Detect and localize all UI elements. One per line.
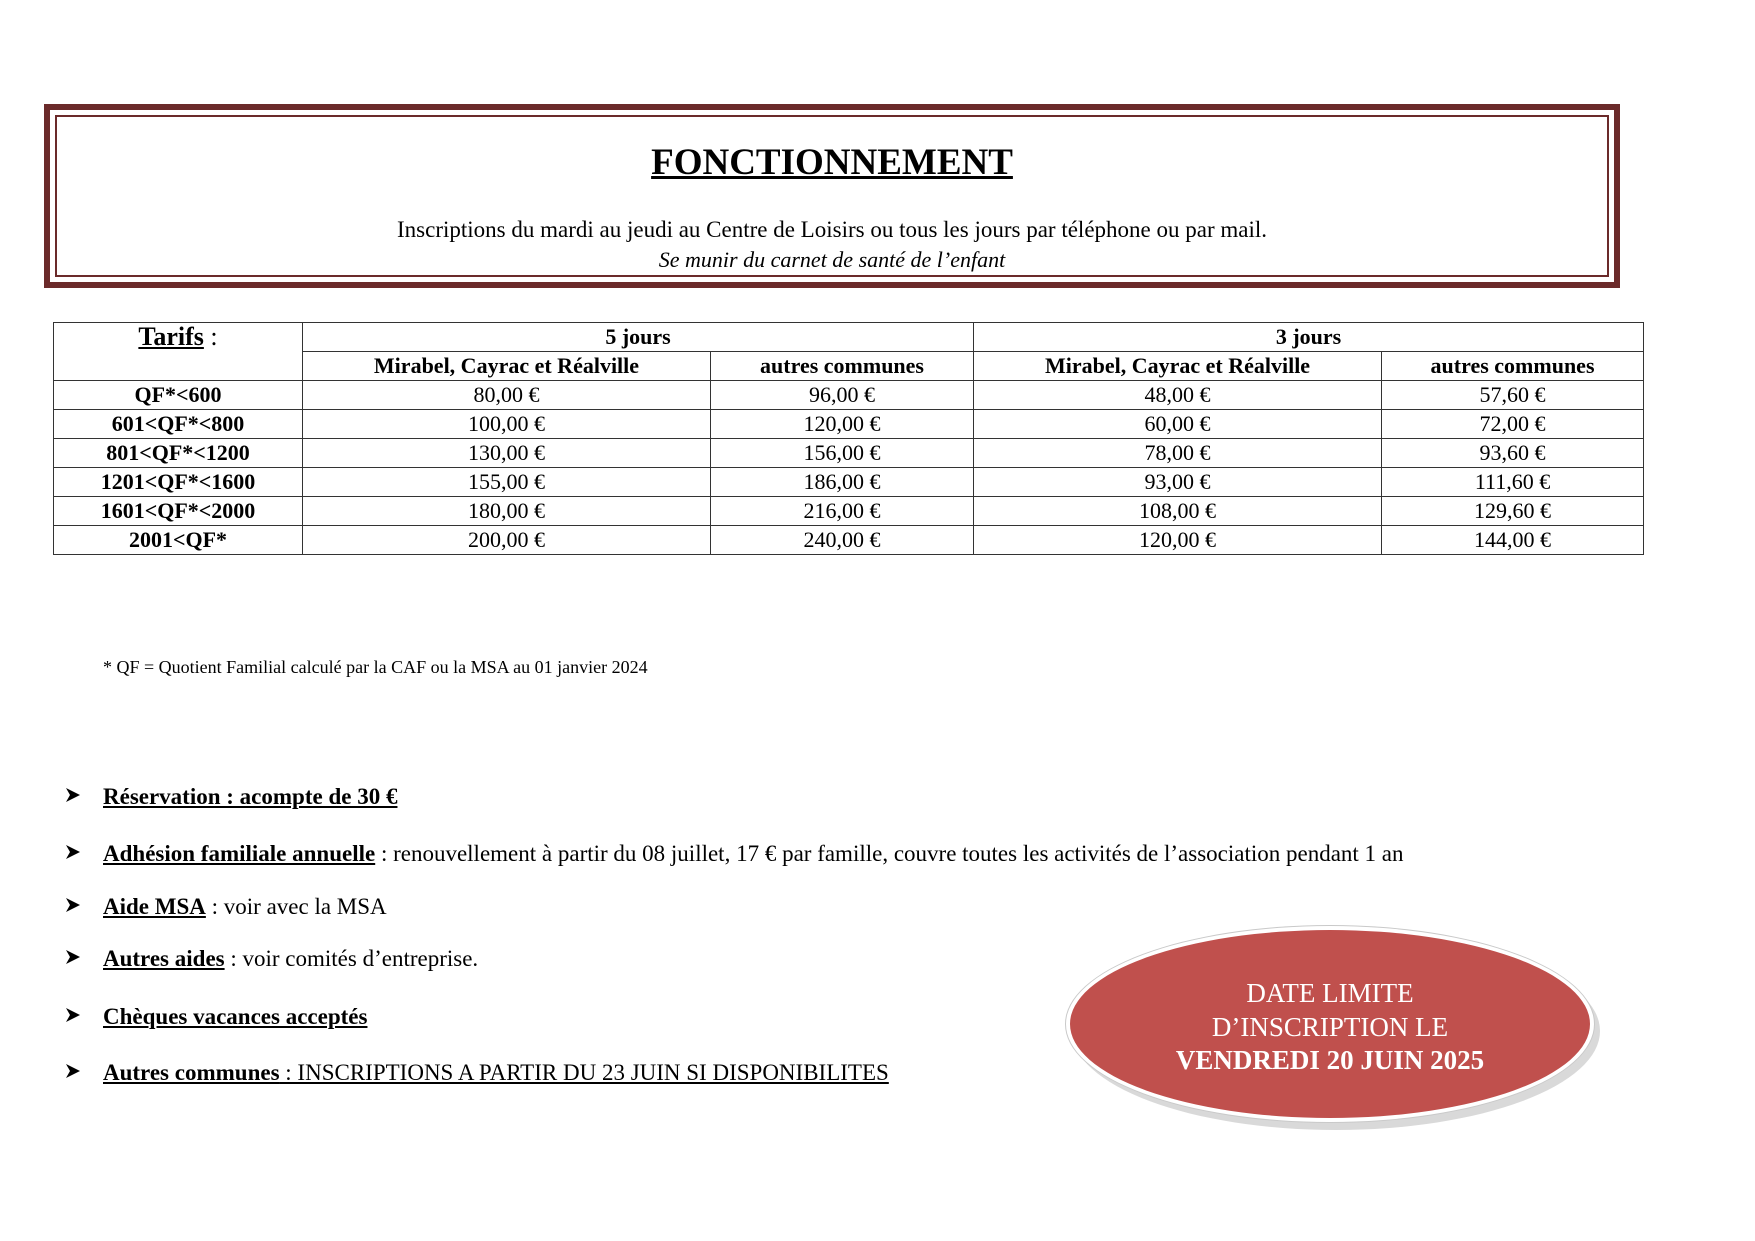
deadline-date: VENDREDI 20 JUIN 2025 [1175, 1045, 1485, 1075]
table-group-header-row [54, 323, 1644, 352]
qf-bracket-cell: 601<QF*<800 [54, 410, 303, 439]
price-cell: 80,00 € [303, 381, 711, 410]
health-record-note: Se munir du carnet de santé de l’enfant [658, 247, 1006, 272]
col-5-local: Mirabel, Cayrac et Réalville [303, 352, 711, 381]
price-cell: 60,00 € [974, 410, 1382, 439]
price-cell: 120,00 € [711, 410, 974, 439]
arrowhead-bullet-icon [64, 843, 82, 861]
msa-text: : voir avec la MSA [205, 894, 387, 919]
price-cell: 111,60 € [1382, 468, 1644, 497]
tariffs-table [53, 322, 1644, 555]
tariffs-label-cell [54, 323, 303, 381]
table-row [54, 439, 1644, 468]
price-cell: 57,60 € [1382, 381, 1644, 410]
adhesion-text: : renouvellement à partir du 08 juillet, 17 € par famille, couvre toutes les activités de l’association pendant 1 an [375, 841, 1404, 866]
header-frame-inner [55, 115, 1609, 277]
group-5-days: 5 jours [303, 323, 974, 352]
deadline-line-1: DATE LIMITE [1246, 978, 1414, 1008]
other-aid-label: Autres aides [103, 946, 225, 971]
price-cell: 129,60 € [1382, 497, 1644, 526]
price-cell: 120,00 € [974, 526, 1382, 555]
price-cell: 155,00 € [303, 468, 711, 497]
qf-footnote: * QF = Quotient Familial calculé par la CAF ou la MSA au 01 janvier 2024 [103, 657, 648, 677]
other-aid-text: : voir comités d’entreprise. [224, 946, 479, 971]
tariffs-label: Tarifs [138, 322, 204, 351]
price-cell: 100,00 € [303, 410, 711, 439]
col-3-local: Mirabel, Cayrac et Réalville [974, 352, 1382, 381]
price-cell: 48,00 € [974, 381, 1382, 410]
qf-bracket-cell: 2001<QF* [54, 526, 303, 555]
price-cell: 156,00 € [711, 439, 974, 468]
arrowhead-bullet-icon [64, 1062, 82, 1080]
page-title: FONCTIONNEMENT [651, 142, 1013, 183]
registration-info: Inscriptions du mardi au jeudi au Centre de Loisirs ou tous les jours par téléphone ou par mail. [397, 217, 1267, 242]
price-cell: 72,00 € [1382, 410, 1644, 439]
other-communes-label: Autres communes [103, 1060, 280, 1085]
price-cell: 93,60 € [1382, 439, 1644, 468]
arrowhead-bullet-icon [64, 1006, 82, 1024]
qf-bracket-cell: 1601<QF*<2000 [54, 497, 303, 526]
col-5-other: autres communes [711, 352, 974, 381]
price-cell: 144,00 € [1382, 526, 1644, 555]
other-communes-text: : INSCRIPTIONS A PARTIR DU 23 JUIN SI DISPONIBILITES [279, 1060, 889, 1085]
price-cell: 93,00 € [974, 468, 1382, 497]
qf-bracket-cell: QF*<600 [54, 381, 303, 410]
deadline-line-2: D’INSCRIPTION LE [1211, 1012, 1449, 1042]
deadline-ellipse [1066, 926, 1594, 1122]
price-cell: 130,00 € [303, 439, 711, 468]
qf-bracket-cell: 801<QF*<1200 [54, 439, 303, 468]
table-row [54, 497, 1644, 526]
price-cell: 216,00 € [711, 497, 974, 526]
header-frame [44, 104, 1620, 288]
cheques-text: Chèques vacances acceptés [103, 1004, 368, 1029]
price-cell: 200,00 € [303, 526, 711, 555]
reservation-text: Réservation : acompte de 30 € [103, 784, 398, 809]
col-3-other: autres communes [1382, 352, 1644, 381]
adhesion-label: Adhésion familiale annuelle [103, 841, 376, 866]
group-3-days: 3 jours [974, 323, 1644, 352]
tariffs-label-suffix: : [203, 322, 218, 351]
price-cell: 186,00 € [711, 468, 974, 497]
msa-label: Aide MSA [103, 894, 206, 919]
table-row [54, 381, 1644, 410]
price-cell: 78,00 € [974, 439, 1382, 468]
arrowhead-bullet-icon [64, 896, 82, 914]
price-cell: 108,00 € [974, 497, 1382, 526]
arrowhead-bullet-icon [64, 786, 82, 804]
price-cell: 180,00 € [303, 497, 711, 526]
table-row [54, 410, 1644, 439]
qf-bracket-cell: 1201<QF*<1600 [54, 468, 303, 497]
arrowhead-bullet-icon [64, 948, 82, 966]
table-row [54, 526, 1644, 555]
table-row [54, 468, 1644, 497]
price-cell: 96,00 € [711, 381, 974, 410]
price-cell: 240,00 € [711, 526, 974, 555]
